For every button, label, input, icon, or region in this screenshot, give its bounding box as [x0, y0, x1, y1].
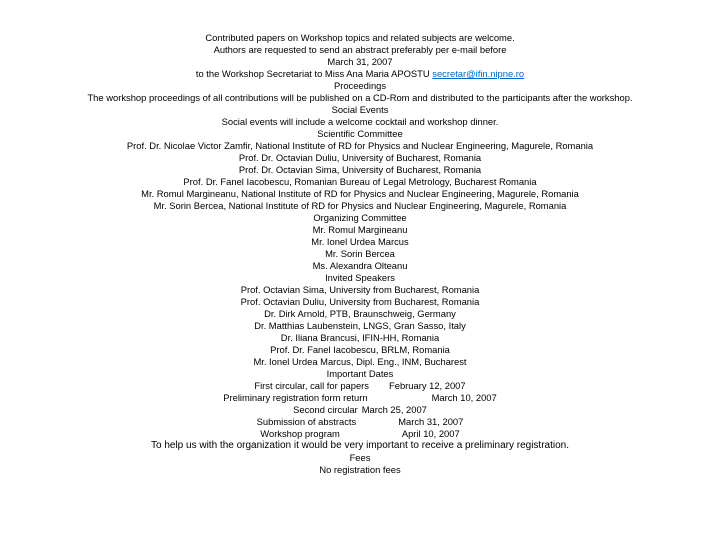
invited-speaker: Dr. Iliana Brancusi, IFIN-HH, Romania	[280, 332, 440, 343]
date-label: Workshop program	[260, 428, 340, 439]
date-label: Preliminary registration form return	[223, 392, 368, 403]
scientific-committee-member: Prof. Dr. Octavian Duliu, University of Bucharest, Romania	[238, 152, 482, 163]
social-text: Social events will include a welcome cocktail and workshop dinner.	[221, 116, 499, 127]
invited-speaker: Prof. Octavian Sima, University from Bucharest, Romania	[240, 284, 480, 295]
date-value: March 31, 2007	[398, 416, 464, 427]
date-value: March 25, 2007	[361, 404, 427, 415]
scientific-committee-member: Mr. Romul Margineanu, National Institute of RD for Physics and Nuclear Engineering, Magurele, Romania	[141, 188, 579, 199]
scientific-committee-member: Prof. Dr. Octavian Sima, University of Bucharest, Romania	[238, 164, 482, 175]
proceedings-text: The workshop proceedings of all contributions will be published on a CD-Rom and distributed to the participants after the workshop.	[87, 92, 633, 103]
date-value: April 10, 2007	[401, 428, 460, 439]
intro-line-1: Contributed papers on Workshop topics and related subjects are welcome.	[205, 32, 515, 43]
date-label: Submission of abstracts	[256, 416, 357, 427]
intro-line-4	[0, 68, 720, 80]
scientific-committee-member: Mr. Sorin Bercea, National Institute of RD for Physics and Nuclear Engineering, Magurele, Romania	[153, 200, 567, 211]
proceedings-heading: Proceedings	[333, 80, 387, 91]
scientific-committee-member: Prof. Dr. Nicolae Victor Zamfir, National Institute of RD for Physics and Nuclear Engineering, Magurele, Romania	[126, 140, 594, 151]
organizing-committee-member: Mr. Ionel Urdea Marcus	[311, 236, 409, 247]
fees-heading: Fees	[349, 452, 371, 463]
organizing-committee-member: Mr. Romul Margineanu	[312, 224, 408, 235]
organizing-committee-heading: Organizing Committee	[313, 212, 407, 223]
date-row	[0, 404, 720, 416]
invited-speaker: Mr. Ionel Urdea Marcus, Dipl. Eng., INM, Bucharest	[253, 356, 467, 367]
date-value: February 12, 2007	[389, 380, 466, 391]
date-value: March 10, 2007	[431, 392, 497, 403]
scientific-committee-heading: Scientific Committee	[317, 128, 403, 139]
scientific-committee-member: Prof. Dr. Fanel Iacobescu, Romanian Bureau of Legal Metrology, Bucharest Romania	[183, 176, 537, 187]
document-body	[0, 32, 720, 476]
date-row	[0, 416, 720, 428]
important-dates-heading: Important Dates	[326, 368, 394, 379]
invited-speaker: Prof. Dr. Fanel Iacobescu, BRLM, Romania	[270, 344, 450, 355]
fees-text: No registration fees	[319, 464, 401, 475]
date-label: First circular, call for papers	[254, 380, 369, 391]
invited-speaker: Dr. Matthias Laubenstein, LNGS, Gran Sasso, Italy	[254, 320, 466, 331]
date-label: Second circular	[293, 404, 358, 415]
secretariat-text: to the Workshop Secretariat to Miss Ana Maria APOSTU	[195, 68, 433, 79]
social-heading: Social Events	[331, 104, 389, 115]
intro-deadline: March 31, 2007	[327, 56, 393, 67]
organizing-committee-member: Mr. Sorin Bercea	[325, 248, 395, 259]
registration-note: To help us with the organization it would be very important to receive a preliminary registration.	[151, 440, 569, 451]
date-row	[0, 392, 720, 404]
invited-speaker: Prof. Octavian Duliu, University from Bucharest, Romania	[240, 296, 480, 307]
organizing-committee-member: Ms. Alexandra Olteanu	[312, 260, 408, 271]
invited-speakers-heading: Invited Speakers	[325, 272, 395, 283]
invited-speaker: Dr. Dirk Arnold, PTB, Braunschweig, Germany	[264, 308, 456, 319]
email-link[interactable]: secretar@ifin.nipne.ro	[432, 68, 525, 79]
date-row	[0, 380, 720, 392]
date-row	[0, 428, 720, 440]
intro-line-2: Authors are requested to send an abstract preferably per e-mail before	[213, 44, 507, 55]
